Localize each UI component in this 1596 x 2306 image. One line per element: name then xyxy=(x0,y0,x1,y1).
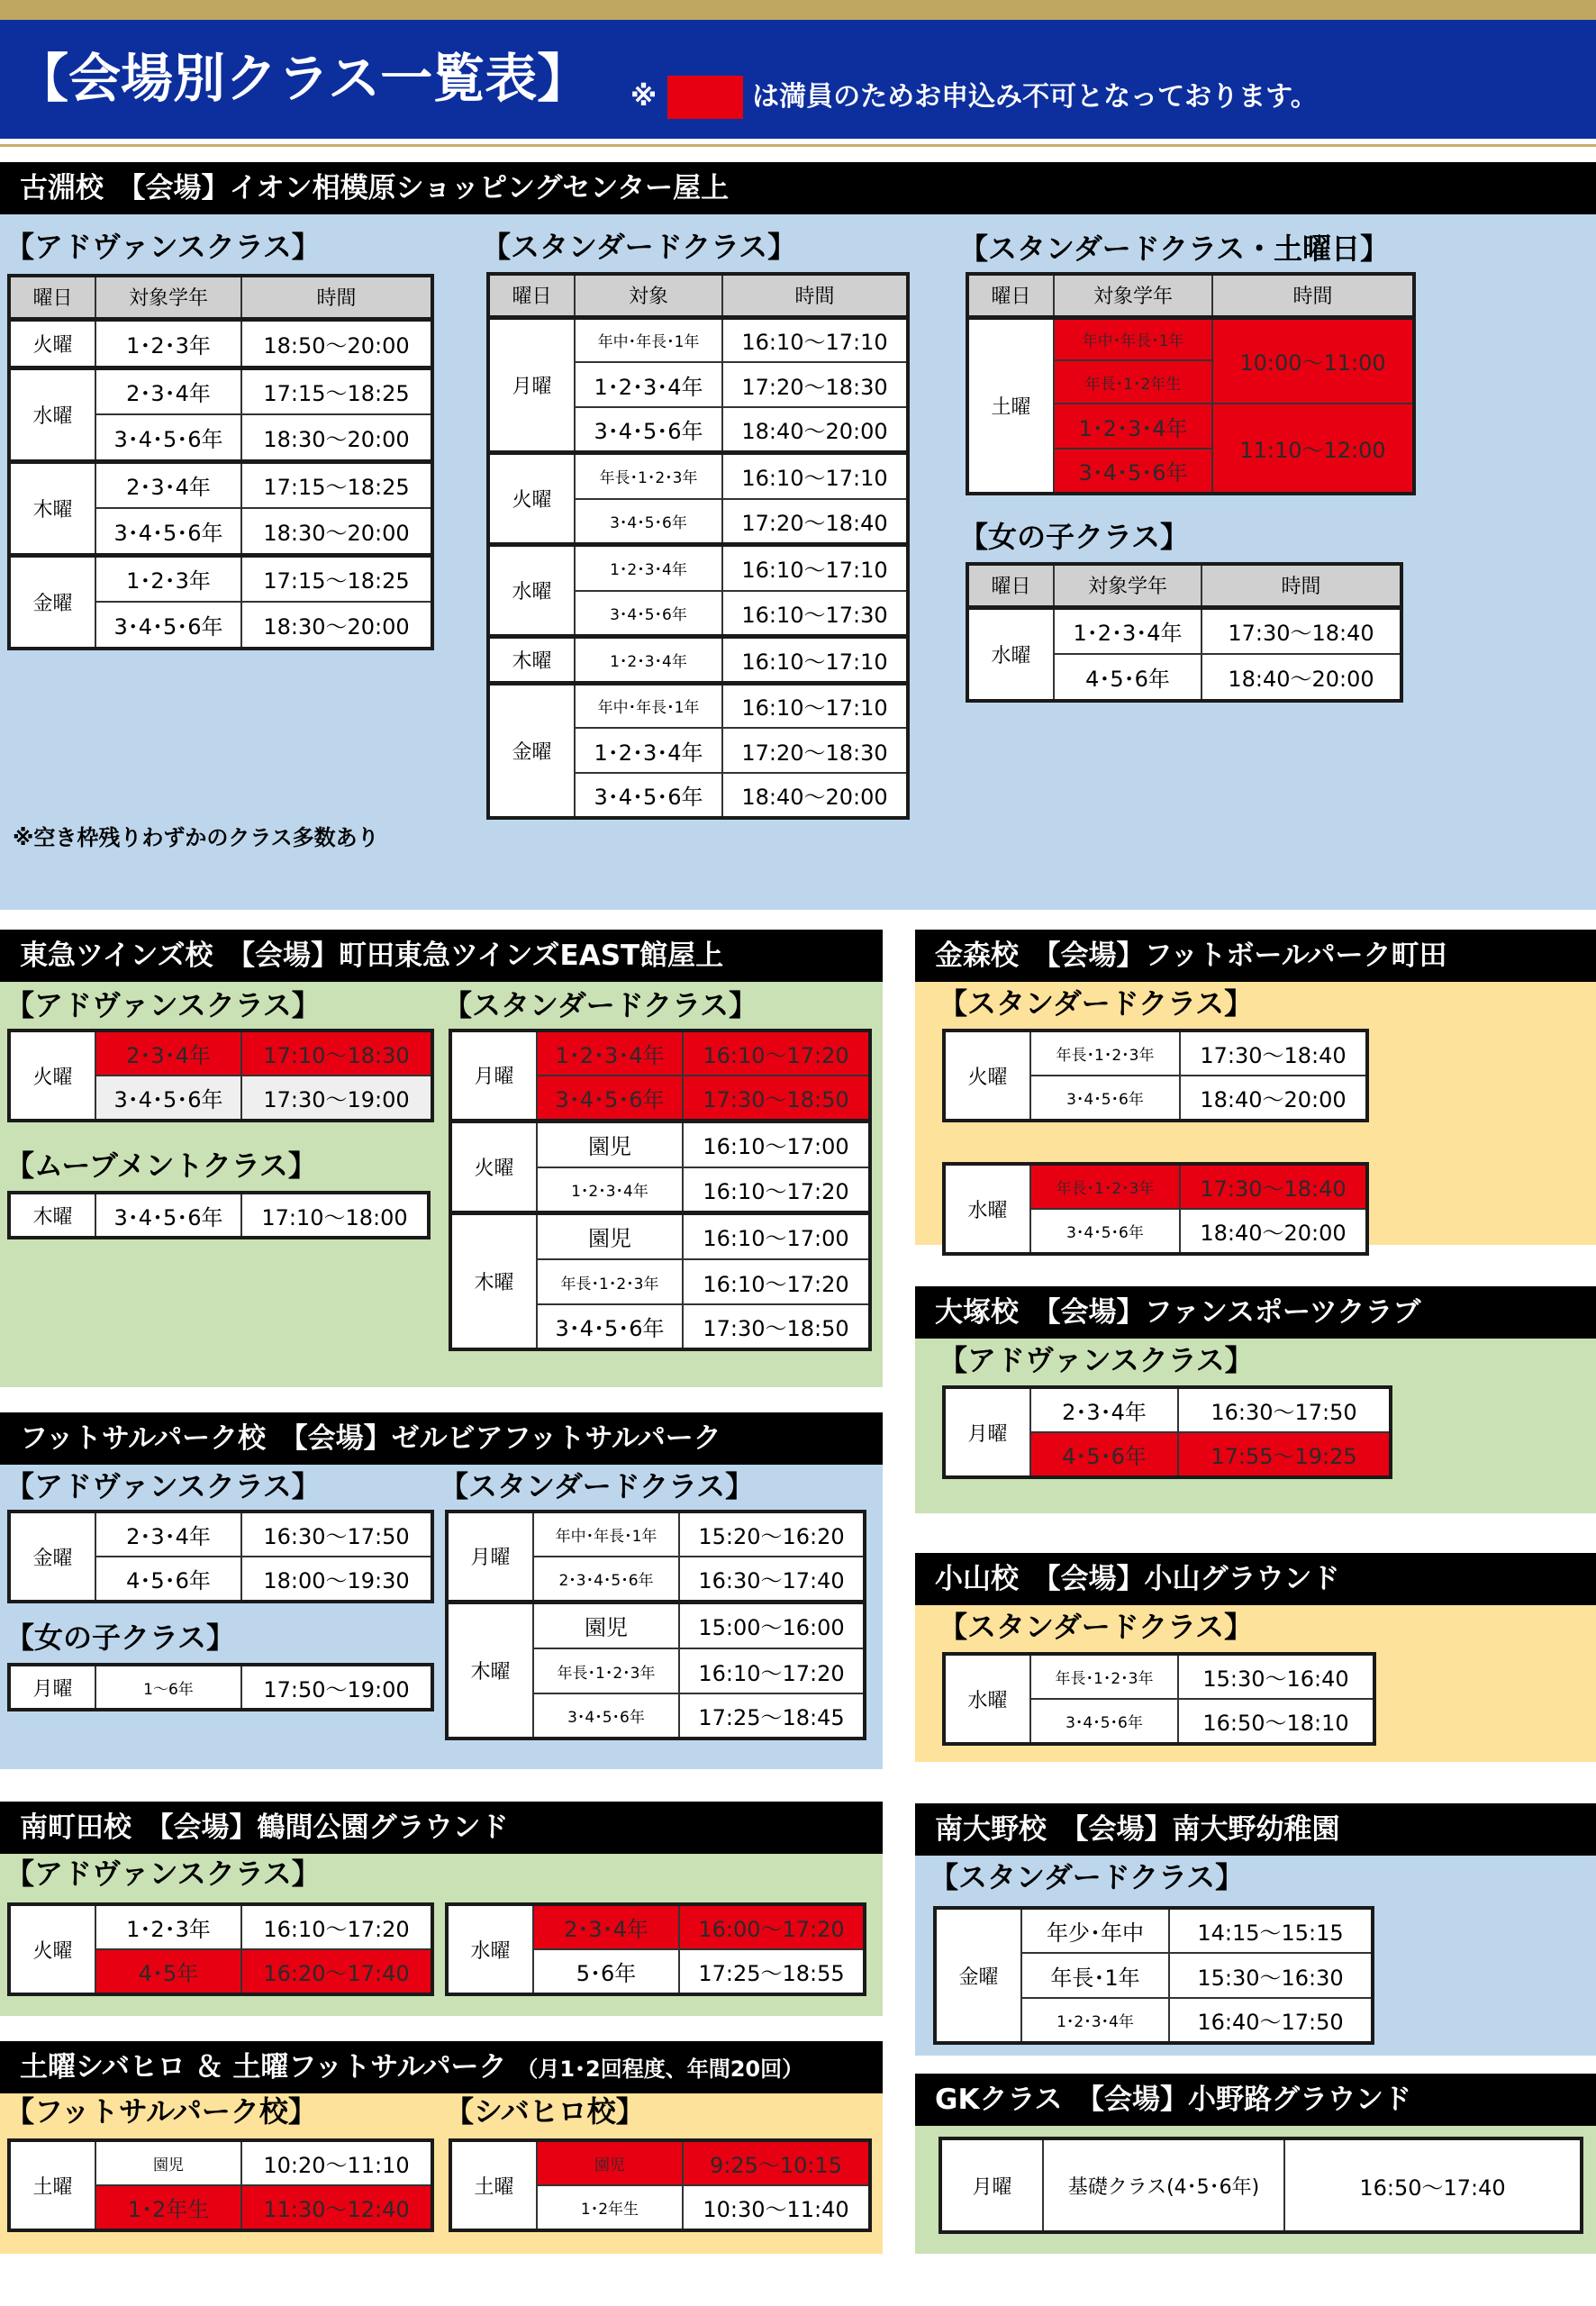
class-title-movement: 【ムーブメントクラス】 xyxy=(5,1148,317,1183)
grade-cell: 1･2･3年 xyxy=(95,1904,241,1949)
school-oyama xyxy=(915,1553,1596,1762)
time-cell: 18:40～20:00 xyxy=(722,773,908,818)
school-body xyxy=(0,1854,883,2016)
time-cell: 10:20～11:10 xyxy=(241,2140,432,2185)
class-title-futsalpark: 【フットサルパーク校】 xyxy=(5,2094,317,2129)
time-cell: 16:10～17:20 xyxy=(683,1259,870,1304)
gk-table xyxy=(939,2137,1583,2234)
grade-cell: 3･4･5･6年 xyxy=(537,1304,683,1349)
grade-cell: 3･4･5･6年 xyxy=(95,1076,241,1121)
school-bar: フットサルパーク校 【会場】ゼルビアフットサルパーク xyxy=(0,1412,883,1465)
day-cell: 水曜 xyxy=(944,1164,1030,1254)
grade-cell: 4･5･6年 xyxy=(95,1557,241,1602)
day-cell: 金曜 xyxy=(935,1908,1021,2043)
time-cell: 18:30～20:00 xyxy=(241,414,432,461)
header-time: 時間 xyxy=(1202,564,1401,607)
time-cell-full: 17:30～18:40 xyxy=(1180,1164,1367,1209)
grade-cell: 年長･1･2･3年 xyxy=(575,452,722,499)
grade-cell: 年長･1･2･3年 xyxy=(533,1648,679,1693)
twins-advance-table xyxy=(7,1029,434,1122)
grade-cell: 3･4･5･6年 xyxy=(575,591,722,636)
class-title-standard: 【スタンダードクラス】 xyxy=(440,1469,755,1503)
grade-cell: 園児 xyxy=(533,1602,679,1648)
time-cell: 17:30～18:50 xyxy=(683,1304,870,1349)
class-title-standard: 【スタンダードクラス】 xyxy=(929,1860,1245,1894)
time-cell: 18:40～20:00 xyxy=(722,407,908,452)
time-cell: 10:30～11:40 xyxy=(683,2185,870,2230)
grade-cell: 年長･1･2･3年 xyxy=(537,1259,683,1304)
kanamori-standard-table-wed xyxy=(942,1162,1369,1256)
school-futsalpark xyxy=(0,1412,883,1769)
day-cell: 土曜 xyxy=(967,317,1054,494)
header-underline xyxy=(0,144,1596,147)
header-time: 時間 xyxy=(241,276,432,319)
class-title-standard: 【スタンダードクラス】 xyxy=(939,1610,1254,1644)
grade-cell-full: 2･3･4年 xyxy=(95,1030,241,1076)
furubuchi-saturday-table xyxy=(966,272,1416,495)
time-cell: 18:40～20:00 xyxy=(1202,654,1401,701)
day-cell: 月曜 xyxy=(940,2138,1043,2232)
day-cell: 水曜 xyxy=(9,368,95,461)
grade-cell: 1･2･3年 xyxy=(95,319,241,368)
header-day: 曜日 xyxy=(488,274,575,317)
availability-note: ※空き枠残りわずかのクラス多数あり xyxy=(13,825,379,850)
school-bar xyxy=(0,2041,883,2093)
day-cell: 月曜 xyxy=(450,1030,537,1121)
twins-standard-table xyxy=(449,1029,872,1351)
saturday-bar-title: 土曜シバヒロ ＆ 土曜フットサルパーク xyxy=(20,2051,507,2084)
day-cell: 月曜 xyxy=(488,317,575,452)
day-cell: 水曜 xyxy=(944,1654,1030,1744)
time-cell: 17:20～18:30 xyxy=(722,728,908,773)
grade-cell-full: 1･2･3･4年 xyxy=(537,1030,683,1076)
grade-cell: 3･4･5･6年 xyxy=(1030,1699,1178,1744)
grade-cell-full: 1･2･3･4年 xyxy=(1054,404,1212,449)
twins-movement-table xyxy=(7,1191,431,1239)
time-cell: 16:30～17:40 xyxy=(679,1557,865,1602)
school-bar: 南町田校 【会場】鶴間公園グラウンド xyxy=(0,1802,883,1854)
grade-cell: 2･3･4年 xyxy=(95,461,241,508)
day-cell: 月曜 xyxy=(9,1665,95,1710)
furubuchi-standard-table xyxy=(486,272,910,820)
grade-cell-full: 年中･年長･1年 xyxy=(1054,317,1212,360)
day-cell: 水曜 xyxy=(488,544,575,636)
time-cell: 17:25～18:45 xyxy=(679,1693,865,1739)
time-cell: 16:50～17:40 xyxy=(1284,2138,1582,2232)
time-cell-full: 9:25～10:15 xyxy=(683,2140,870,2185)
school-bar: 東急ツインズ校 【会場】町田東急ツインズEAST館屋上 xyxy=(0,930,883,982)
day-cell: 火曜 xyxy=(9,1030,95,1121)
minamimachida-advance-wed-table xyxy=(445,1902,866,1996)
time-cell: 14:15～15:15 xyxy=(1169,1908,1373,1953)
school-bar: 大塚校 【会場】ファンスポーツクラブ xyxy=(915,1286,1596,1339)
class-title-standard-saturday: 【スタンダードクラス・土曜日】 xyxy=(959,232,1390,266)
time-cell: 18:30～20:00 xyxy=(241,602,432,649)
day-cell: 火曜 xyxy=(488,452,575,544)
oyama-standard-table xyxy=(942,1652,1376,1746)
grade-cell: 3･4･5･6年 xyxy=(575,499,722,544)
time-cell: 16:10～17:10 xyxy=(722,317,908,362)
time-cell: 16:40～17:50 xyxy=(1169,1998,1373,2043)
grade-cell-full: 4･5年 xyxy=(95,1949,241,1994)
time-cell: 16:10～17:20 xyxy=(241,1904,432,1949)
grade-cell: 3･4･5･6年 xyxy=(533,1693,679,1739)
school-body xyxy=(915,1856,1596,2056)
school-kanamori xyxy=(915,930,1596,1245)
grade-cell-full: 2･3･4年 xyxy=(533,1904,679,1949)
time-cell: 16:50～18:10 xyxy=(1178,1699,1374,1744)
school-gk xyxy=(915,2074,1596,2254)
header-time: 時間 xyxy=(1212,274,1414,317)
grade-cell: 1･2･3･4年 xyxy=(575,362,722,407)
time-cell-full: 17:10～18:30 xyxy=(241,1030,432,1076)
header-grade: 対象学年 xyxy=(1054,564,1202,607)
time-cell: 16:10～17:10 xyxy=(722,683,908,728)
time-cell: 18:40～20:00 xyxy=(1180,1076,1367,1121)
day-cell: 木曜 xyxy=(9,1193,95,1238)
grade-cell: 2･3･4年 xyxy=(1030,1387,1178,1432)
note-text: は満員のためお申込み不可となっております。 xyxy=(752,81,1318,113)
grade-cell: 3･4･5･6年 xyxy=(575,773,722,818)
class-title-advance: 【アドヴァンスクラス】 xyxy=(5,1857,321,1891)
day-cell: 火曜 xyxy=(944,1030,1030,1121)
grade-cell: 1･2･3･4年 xyxy=(537,1167,683,1212)
time-cell: 16:10～17:10 xyxy=(722,452,908,499)
time-cell: 17:25～18:55 xyxy=(679,1949,865,1994)
grade-cell: 2･3･4年 xyxy=(95,368,241,414)
school-bar: 南大野校 【会場】南大野幼稚園 xyxy=(915,1803,1596,1856)
school-bar: 古淵校 【会場】イオン相模原ショッピングセンター屋上 xyxy=(0,162,1596,214)
school-body xyxy=(0,214,1596,910)
otsuka-advance-table xyxy=(942,1385,1392,1479)
grade-cell: 2･3･4･5･6年 xyxy=(533,1557,679,1602)
grade-cell: 園児 xyxy=(537,1212,683,1259)
school-body xyxy=(0,2093,883,2254)
school-bar: GKクラス 【会場】小野路グラウンド xyxy=(915,2074,1596,2126)
school-minamiono xyxy=(915,1803,1596,2056)
time-cell-full: 17:30～18:50 xyxy=(683,1076,870,1121)
class-title-advance: 【アドヴァンスクラス】 xyxy=(5,988,321,1022)
class-title-standard: 【スタンダードクラス】 xyxy=(443,988,758,1022)
top-gold-line xyxy=(0,0,1596,20)
school-body xyxy=(915,1339,1596,1513)
day-cell: 木曜 xyxy=(447,1602,533,1739)
time-cell-full: 10:00～11:00 xyxy=(1212,317,1414,404)
day-cell: 金曜 xyxy=(9,555,95,649)
grade-cell: 園児 xyxy=(537,1121,683,1167)
grade-cell: 3･4･5･6年 xyxy=(95,508,241,555)
grade-cell: 1･2･3･4年 xyxy=(575,636,722,683)
header-day: 曜日 xyxy=(967,564,1054,607)
grade-cell: 年中･年長･1年 xyxy=(575,317,722,362)
school-saturday xyxy=(0,2041,883,2254)
page-title: 【会場別クラス一覧表】 xyxy=(16,48,590,109)
grade-cell: 3･4･5･6年 xyxy=(95,414,241,461)
time-cell: 17:15～18:25 xyxy=(241,461,432,508)
day-cell: 木曜 xyxy=(9,461,95,555)
futsal-girls-table xyxy=(7,1663,434,1711)
grade-cell-full: 3･4･5･6年 xyxy=(1054,449,1212,494)
day-cell: 火曜 xyxy=(9,319,95,368)
time-cell-full: 11:30～12:40 xyxy=(241,2185,432,2230)
grade-cell: 年長･1年 xyxy=(1021,1953,1169,1998)
time-cell: 17:30～19:00 xyxy=(241,1076,432,1121)
header-day: 曜日 xyxy=(9,276,95,319)
grade-cell: 1･2年生 xyxy=(537,2185,683,2230)
time-cell: 17:20～18:30 xyxy=(722,362,908,407)
time-cell: 16:10～17:10 xyxy=(722,544,908,591)
minamiono-standard-table xyxy=(933,1906,1374,2045)
time-cell: 18:50～20:00 xyxy=(241,319,432,368)
grade-cell: 3･4･5･6年 xyxy=(575,407,722,452)
day-cell: 木曜 xyxy=(488,636,575,683)
grade-cell-full: 年長･1･2･3年 xyxy=(1030,1164,1180,1209)
class-cell: 基礎クラス(4･5･6年) xyxy=(1043,2138,1284,2232)
grade-cell: 1･2･3･4年 xyxy=(575,544,722,591)
grade-cell: 1～6年 xyxy=(95,1665,241,1710)
futsal-standard-table xyxy=(445,1510,866,1740)
grade-cell-full: 4･5･6年 xyxy=(1030,1432,1178,1477)
time-cell: 16:10～17:10 xyxy=(722,636,908,683)
time-cell: 17:50～19:00 xyxy=(241,1665,432,1710)
grade-cell: 3･4･5･6年 xyxy=(95,602,241,649)
time-cell: 16:30～17:50 xyxy=(241,1512,432,1557)
school-bar: 金森校 【会場】フットボールパーク町田 xyxy=(915,930,1596,982)
school-body xyxy=(915,1605,1596,1762)
time-cell: 17:20～18:40 xyxy=(722,499,908,544)
time-cell: 17:15～18:25 xyxy=(241,555,432,602)
kanamori-standard-table xyxy=(942,1029,1369,1122)
time-cell: 17:30～18:40 xyxy=(1180,1030,1367,1076)
grade-cell-full: 園児 xyxy=(537,2140,683,2185)
time-cell-full: 16:00～17:20 xyxy=(679,1904,865,1949)
time-cell-full: 16:10～17:20 xyxy=(683,1030,870,1076)
time-cell: 15:00～16:00 xyxy=(679,1602,865,1648)
class-title-advance: 【アドヴァンスクラス】 xyxy=(939,1343,1254,1377)
day-cell: 土曜 xyxy=(450,2140,537,2230)
full-class-note xyxy=(630,76,1318,119)
day-cell: 土曜 xyxy=(9,2140,95,2230)
school-furubuchi xyxy=(0,162,1596,910)
day-cell: 月曜 xyxy=(944,1387,1030,1477)
day-cell: 金曜 xyxy=(488,683,575,818)
time-cell: 16:10～17:20 xyxy=(683,1167,870,1212)
grade-cell: 3･4･5･6年 xyxy=(95,1193,241,1238)
school-body xyxy=(915,982,1596,1245)
day-cell: 水曜 xyxy=(447,1904,533,1994)
time-cell: 17:30～18:40 xyxy=(1202,607,1401,654)
time-cell: 17:10～18:00 xyxy=(241,1193,429,1238)
grade-cell: 2･3･4年 xyxy=(95,1512,241,1557)
full-color-swatch xyxy=(667,76,743,119)
grade-cell-full: 3･4･5･6年 xyxy=(537,1076,683,1121)
grade-cell: 1･2･3年 xyxy=(95,555,241,602)
grade-cell-full: 年長･1･2年生 xyxy=(1054,360,1212,404)
grade-cell: 年少･年中 xyxy=(1021,1908,1169,1953)
grade-cell: 1･2･3･4年 xyxy=(1054,607,1202,654)
note-prefix: ※ xyxy=(630,81,657,113)
time-cell: 18:40～20:00 xyxy=(1180,1209,1367,1254)
class-title-advance: 【アドヴァンスクラス】 xyxy=(5,230,321,264)
saturday-bar-note: （月1･2回程度、年間20回） xyxy=(516,2056,804,2082)
school-body xyxy=(0,1465,883,1769)
day-cell: 金曜 xyxy=(9,1512,95,1602)
futsal-advance-table xyxy=(7,1510,434,1603)
furubuchi-girls-table xyxy=(966,562,1403,703)
time-cell: 18:30～20:00 xyxy=(241,508,432,555)
school-bar: 小山校 【会場】小山グラウンド xyxy=(915,1553,1596,1605)
school-minamimachida xyxy=(0,1802,883,2016)
time-cell: 18:00～19:30 xyxy=(241,1557,432,1602)
school-twins xyxy=(0,930,883,1387)
grade-cell: 年中･年長･1年 xyxy=(533,1512,679,1557)
grade-cell: 年中･年長･1年 xyxy=(575,683,722,728)
time-cell-full: 16:20～17:40 xyxy=(241,1949,432,1994)
time-cell-full: 17:55～19:25 xyxy=(1178,1432,1391,1477)
class-title-girls: 【女の子クラス】 xyxy=(5,1621,236,1655)
grade-cell: 園児 xyxy=(95,2140,241,2185)
header-time: 時間 xyxy=(722,274,908,317)
time-cell: 16:10～17:30 xyxy=(722,591,908,636)
grade-cell: 年長･1･2･3年 xyxy=(1030,1030,1180,1076)
time-cell: 15:20～16:20 xyxy=(679,1512,865,1557)
school-body xyxy=(915,2126,1596,2254)
saturday-futsalpark-table xyxy=(7,2138,434,2232)
header-grade: 対象学年 xyxy=(95,276,241,319)
header-grade: 対象学年 xyxy=(1054,274,1212,317)
time-cell: 15:30～16:40 xyxy=(1178,1654,1374,1699)
class-title-advance: 【アドヴァンスクラス】 xyxy=(5,1469,321,1503)
time-cell-full: 11:10～12:00 xyxy=(1212,404,1414,494)
time-cell: 16:10～17:00 xyxy=(683,1212,870,1259)
class-title-standard: 【スタンダードクラス】 xyxy=(482,230,797,264)
school-body xyxy=(0,982,883,1387)
page-header xyxy=(0,20,1596,139)
grade-cell: 1･2･3･4年 xyxy=(575,728,722,773)
school-otsuka xyxy=(915,1286,1596,1513)
grade-cell: 3･4･5･6年 xyxy=(1030,1076,1180,1121)
day-cell: 水曜 xyxy=(967,607,1054,701)
day-cell: 木曜 xyxy=(450,1212,537,1349)
class-title-shibahiro: 【シバヒロ校】 xyxy=(445,2094,645,2129)
time-cell: 16:10～17:00 xyxy=(683,1121,870,1167)
class-title-girls: 【女の子クラス】 xyxy=(959,520,1190,554)
time-cell: 16:10～17:20 xyxy=(679,1648,865,1693)
minamimachida-advance-tue-table xyxy=(7,1902,434,1996)
time-cell: 16:30～17:50 xyxy=(1178,1387,1391,1432)
header-day: 曜日 xyxy=(967,274,1054,317)
furubuchi-advance-table xyxy=(7,274,434,650)
grade-cell: 4･5･6年 xyxy=(1054,654,1202,701)
saturday-shibahiro-table xyxy=(449,2138,872,2232)
grade-cell: 1･2･3･4年 xyxy=(1021,1998,1169,2043)
grade-cell: 5･6年 xyxy=(533,1949,679,1994)
grade-cell: 年長･1･2･3年 xyxy=(1030,1654,1178,1699)
day-cell: 火曜 xyxy=(450,1121,537,1212)
grade-cell-full: 1･2年生 xyxy=(95,2185,241,2230)
header-target: 対象 xyxy=(575,274,722,317)
day-cell: 月曜 xyxy=(447,1512,533,1602)
time-cell: 15:30～16:30 xyxy=(1169,1953,1373,1998)
day-cell: 火曜 xyxy=(9,1904,95,1994)
grade-cell: 3･4･5･6年 xyxy=(1030,1209,1180,1254)
time-cell: 17:15～18:25 xyxy=(241,368,432,414)
class-title-standard: 【スタンダードクラス】 xyxy=(939,986,1254,1021)
